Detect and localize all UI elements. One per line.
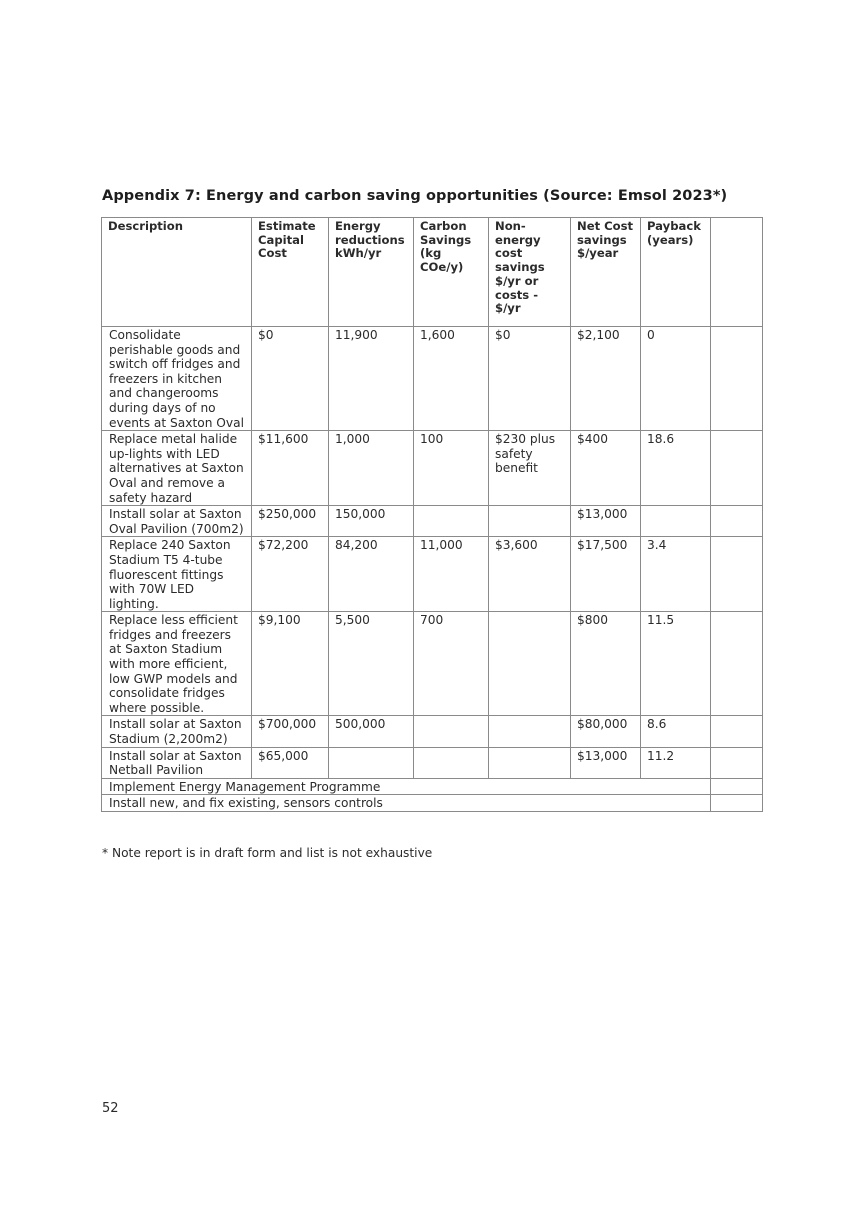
cell-payback: 8.6 — [641, 716, 711, 747]
cell-non-energy-savings — [489, 506, 571, 537]
table-row — [102, 327, 763, 431]
cell-net-cost-savings: $13,000 — [571, 506, 641, 537]
cell-description: Install solar at Saxton Netball Pavilion — [102, 747, 252, 778]
cell-span-description: Install new, and fix existing, sensors controls — [102, 795, 711, 812]
table-row — [102, 537, 763, 612]
cell-capital-cost: $65,000 — [252, 747, 329, 778]
col-header-carbon-savings: Carbon Savings (kg COe/y) — [414, 218, 489, 327]
cell-carbon-savings: 700 — [414, 612, 489, 716]
cell-payback: 18.6 — [641, 431, 711, 506]
cell-capital-cost: $9,100 — [252, 612, 329, 716]
cell-carbon-savings — [414, 506, 489, 537]
cell-payback — [641, 506, 711, 537]
table-row — [102, 747, 763, 778]
cell-description: Replace less efficient fridges and freezers at Saxton Stadium with more efficient, low GWP models and consolidate fridges where possible. — [102, 612, 252, 716]
cell-net-cost-savings: $400 — [571, 431, 641, 506]
cell-payback: 3.4 — [641, 537, 711, 612]
cell-description: Consolidate perishable goods and switch off fridges and freezers in kitchen and changerooms during days of no events at Saxton Oval — [102, 327, 252, 431]
cell-capital-cost: $250,000 — [252, 506, 329, 537]
table-row — [102, 431, 763, 506]
cell-blank — [711, 747, 763, 778]
col-header-payback: Payback (years) — [641, 218, 711, 327]
cell-description: Install solar at Saxton Oval Pavilion (700m2) — [102, 506, 252, 537]
cell-non-energy-savings: $0 — [489, 327, 571, 431]
page-number: 52 — [102, 1101, 119, 1116]
cell-blank — [711, 778, 763, 795]
opportunities-table — [101, 217, 763, 812]
cell-carbon-savings — [414, 747, 489, 778]
cell-carbon-savings — [414, 716, 489, 747]
table-span-row — [102, 795, 763, 812]
cell-description: Install solar at Saxton Stadium (2,200m2) — [102, 716, 252, 747]
col-header-energy-reductions: Energy reductions kWh/yr — [329, 218, 414, 327]
cell-net-cost-savings: $800 — [571, 612, 641, 716]
col-header-description: Description — [102, 218, 252, 327]
col-header-blank — [711, 218, 763, 327]
cell-net-cost-savings: $2,100 — [571, 327, 641, 431]
cell-blank — [711, 537, 763, 612]
cell-energy-reductions: 150,000 — [329, 506, 414, 537]
cell-span-description: Implement Energy Management Programme — [102, 778, 711, 795]
cell-non-energy-savings: $230 plus safety benefit — [489, 431, 571, 506]
cell-net-cost-savings: $80,000 — [571, 716, 641, 747]
cell-capital-cost: $0 — [252, 327, 329, 431]
cell-energy-reductions — [329, 747, 414, 778]
table-row — [102, 612, 763, 716]
cell-payback: 11.5 — [641, 612, 711, 716]
table-row — [102, 506, 763, 537]
cell-capital-cost: $72,200 — [252, 537, 329, 612]
cell-blank — [711, 327, 763, 431]
cell-blank — [711, 716, 763, 747]
cell-capital-cost: $11,600 — [252, 431, 329, 506]
col-header-non-energy-savings: Non-energy cost savings $/yr or costs - $/yr — [489, 218, 571, 327]
cell-payback: 0 — [641, 327, 711, 431]
table-header-row — [102, 218, 763, 327]
cell-blank — [711, 506, 763, 537]
cell-non-energy-savings — [489, 747, 571, 778]
cell-energy-reductions: 11,900 — [329, 327, 414, 431]
cell-net-cost-savings: $13,000 — [571, 747, 641, 778]
cell-net-cost-savings: $17,500 — [571, 537, 641, 612]
cell-non-energy-savings — [489, 612, 571, 716]
col-header-net-cost-savings: Net Cost savings $/year — [571, 218, 641, 327]
cell-carbon-savings: 1,600 — [414, 327, 489, 431]
cell-blank — [711, 431, 763, 506]
table-row — [102, 716, 763, 747]
col-header-capital-cost: Estimate Capital Cost — [252, 218, 329, 327]
cell-description: Replace 240 Saxton Stadium T5 4-tube fluorescent fittings with 70W LED lighting. — [102, 537, 252, 612]
cell-payback: 11.2 — [641, 747, 711, 778]
cell-description: Replace metal halide up-lights with LED alternatives at Saxton Oval and remove a safety hazard — [102, 431, 252, 506]
cell-blank — [711, 612, 763, 716]
cell-carbon-savings: 100 — [414, 431, 489, 506]
table-span-row — [102, 778, 763, 795]
footnote: * Note report is in draft form and list is not exhaustive — [102, 846, 433, 860]
cell-non-energy-savings: $3,600 — [489, 537, 571, 612]
cell-carbon-savings: 11,000 — [414, 537, 489, 612]
cell-blank — [711, 795, 763, 812]
cell-energy-reductions: 1,000 — [329, 431, 414, 506]
cell-capital-cost: $700,000 — [252, 716, 329, 747]
cell-non-energy-savings — [489, 716, 571, 747]
cell-energy-reductions: 500,000 — [329, 716, 414, 747]
cell-energy-reductions: 5,500 — [329, 612, 414, 716]
page-title: Appendix 7: Energy and carbon saving opportunities (Source: Emsol 2023*) — [102, 188, 728, 204]
cell-energy-reductions: 84,200 — [329, 537, 414, 612]
